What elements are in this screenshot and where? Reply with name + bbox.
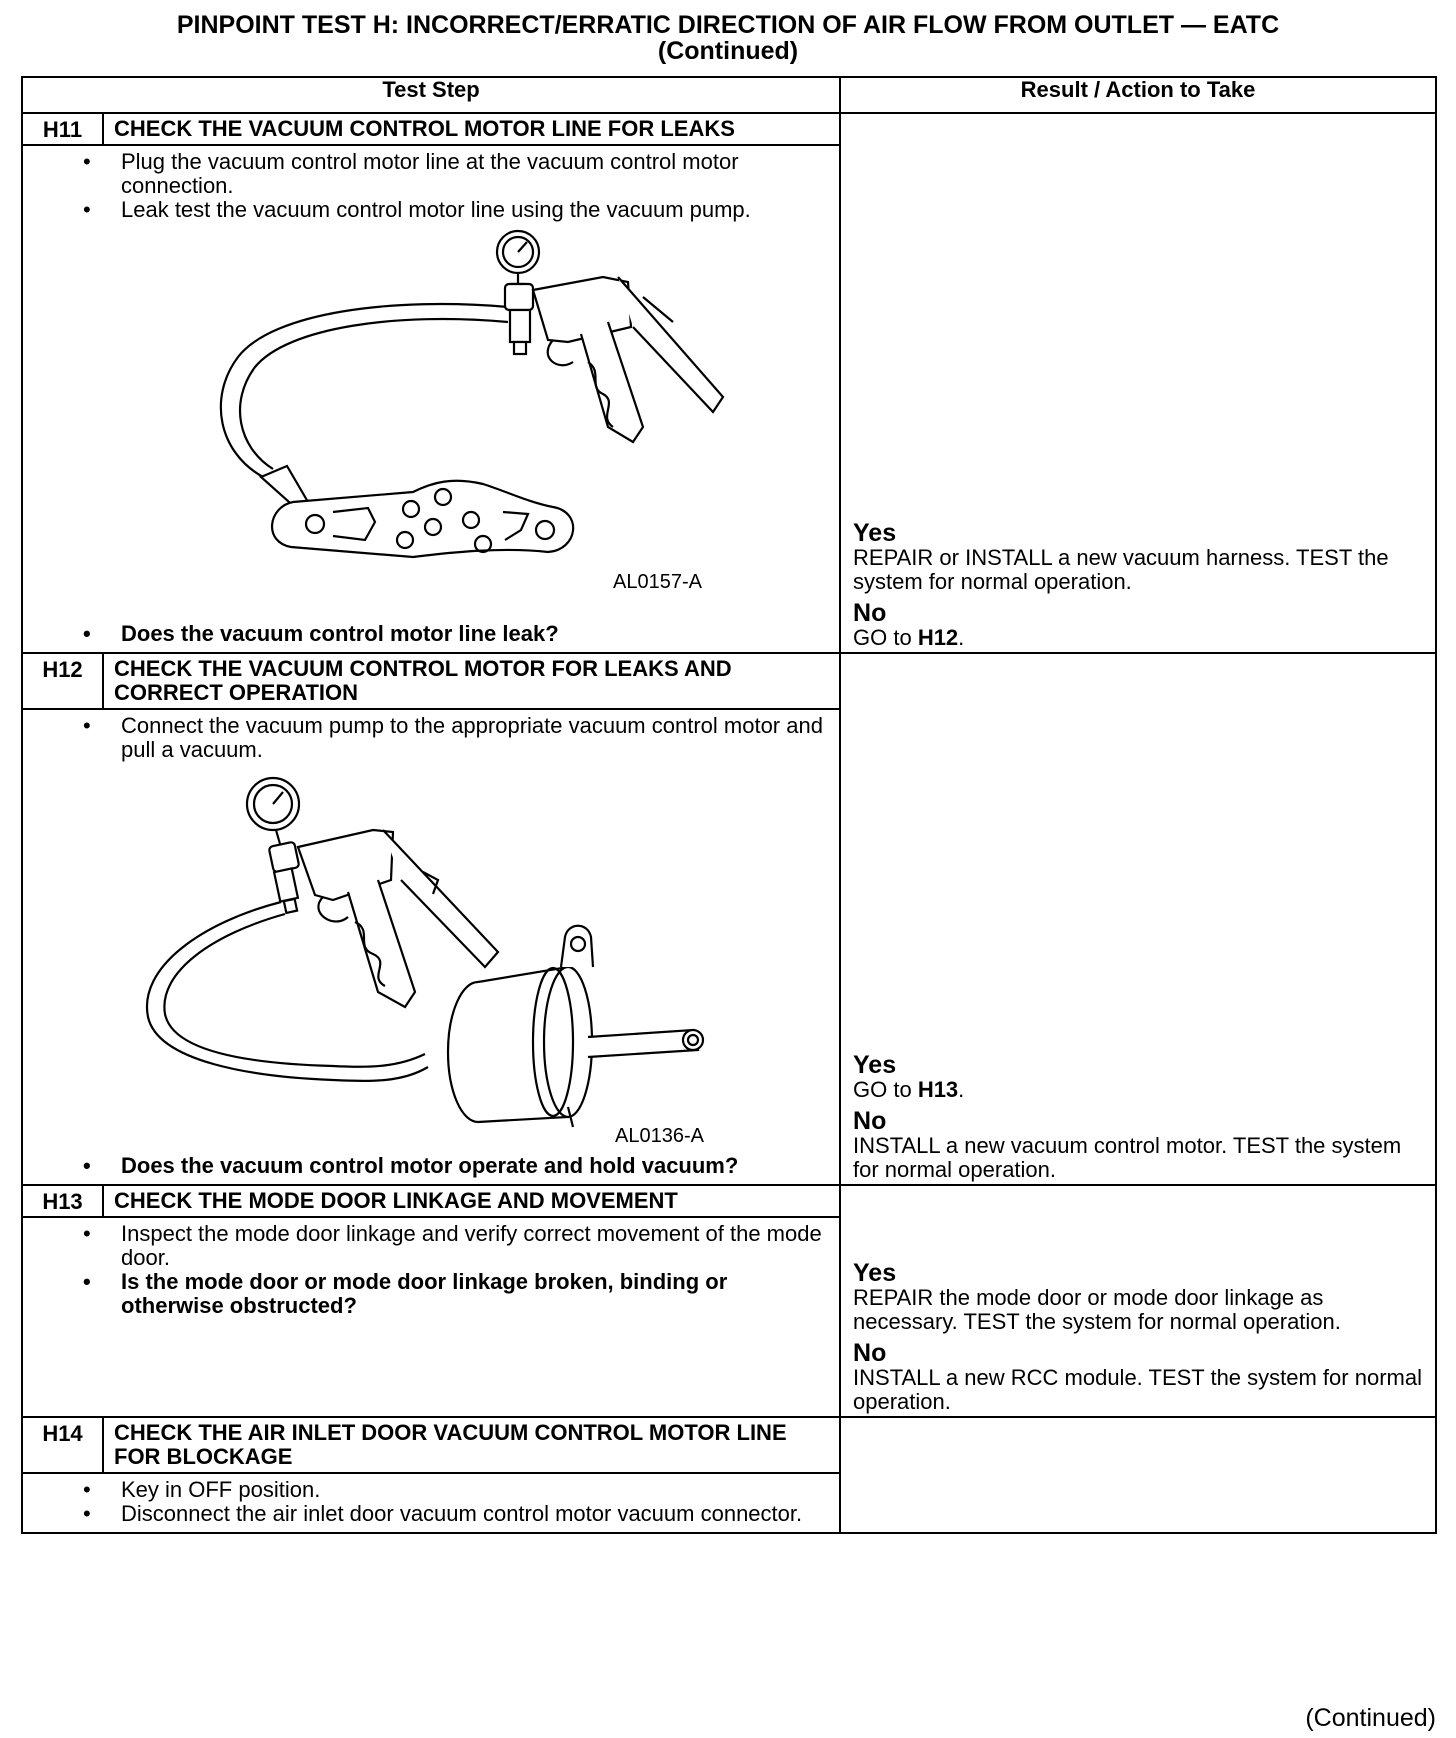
gauge-stem <box>276 830 280 844</box>
step-h11-title-row <box>22 113 1436 145</box>
page-title-line1: PINPOINT TEST H: INCORRECT/ERRATIC DIRECTION OF AIR FLOW FROM OUTLET — EATC <box>176 11 1280 39</box>
step-h13-bullet-1: • Inspect the mode door linkage and verify correct movement of the mode door. <box>121 1222 829 1270</box>
hose-inner <box>240 319 508 469</box>
step-h11-no-label: No <box>853 599 887 627</box>
step-h11-id: H11 <box>22 113 103 145</box>
vacuum-pump-motor-illustration <box>33 762 813 1128</box>
step-h11-no-text-post: . <box>958 625 965 650</box>
rod-end-icon <box>683 1030 703 1050</box>
step-h12-no-label: No <box>853 1107 887 1135</box>
col-header-test-step: Test Step <box>22 77 840 113</box>
step-h11-yes-text: REPAIR or INSTALL a new vacuum harness. TEST the system for normal operation. <box>853 545 1389 594</box>
step-h14-id: H14 <box>22 1417 103 1473</box>
step-h13-bullets <box>33 1222 829 1318</box>
pump-valve-lower <box>274 868 298 901</box>
figure-al0157a <box>33 222 829 622</box>
step-h14-title-row <box>22 1417 1436 1473</box>
step-h11-no-text <box>853 626 1425 650</box>
step-h14-result <box>840 1417 1436 1533</box>
step-h12-yes-text-pre: GO to <box>853 1077 918 1102</box>
gauge-stem <box>511 273 525 284</box>
step-h11-no-link: H12 <box>917 625 959 650</box>
step-h12-id: H12 <box>22 653 103 709</box>
step-h12-title: CHECK THE VACUUM CONTROL MOTOR FOR LEAKS AND CORRECT OPERATION <box>103 653 840 709</box>
bracket-plate <box>272 481 573 557</box>
pump-valve-lower <box>510 310 530 342</box>
step-h13-no-label: No <box>853 1339 887 1367</box>
step-h11-no-text-pre: GO to <box>853 625 918 650</box>
step-h13-no-text: INSTALL a new RCC module. TEST the system for normal operation. <box>853 1365 1422 1414</box>
step-h11-bullets <box>33 150 829 222</box>
pump-valve-upper <box>505 284 533 310</box>
step-h13-id: H13 <box>22 1185 103 1217</box>
pump-handle-fixed <box>581 322 643 442</box>
step-h14-body <box>22 1473 840 1533</box>
pump-valve-upper <box>269 842 300 873</box>
step-h11-bullet-1: • Plug the vacuum control motor line at the vacuum control motor connection. <box>121 150 829 198</box>
step-h12-bullets <box>33 714 829 762</box>
step-h12-title-row <box>22 653 1436 709</box>
step-h11-question-list <box>33 622 829 646</box>
step-h13-question: • Is the mode door or mode door linkage broken, binding or otherwise obstructed? <box>121 1270 829 1318</box>
step-h14-title: CHECK THE AIR INLET DOOR VACUUM CONTROL MOTOR LINE FOR BLOCKAGE <box>103 1417 840 1473</box>
pinpoint-test-table <box>21 76 1437 1534</box>
step-h12-bullet-1: • Connect the vacuum pump to the appropriate vacuum control motor and pull a vacuum. <box>121 714 829 762</box>
pump-body <box>533 277 631 342</box>
hose-outer <box>221 304 508 477</box>
step-h11-question: • Does the vacuum control motor line leak? <box>121 622 829 646</box>
page-title-line2: (Continued) <box>657 37 799 65</box>
figure-code-al0157a: AL0157-A <box>613 571 702 593</box>
step-h14-bullet-1: • Key in OFF position. <box>121 1478 829 1502</box>
vacuum-motor-mount-tab <box>561 926 593 967</box>
vacuum-pump-line-illustration <box>33 222 813 622</box>
step-h12-yes-label: Yes <box>853 1051 897 1079</box>
step-h11-title: CHECK THE VACUUM CONTROL MOTOR LINE FOR LEAKS <box>103 113 840 145</box>
step-h12-body <box>22 709 840 1185</box>
step-h11-bullet-2: • Leak test the vacuum control motor line using the vacuum pump. <box>121 198 829 222</box>
step-h12-question: • Does the vacuum control motor operate and hold vacuum? <box>121 1154 829 1178</box>
vacuum-motor-rod <box>588 1030 698 1057</box>
pump-handle-movable <box>618 277 723 412</box>
step-h13-yes-label: Yes <box>853 1259 897 1287</box>
step-h13-yes-text: REPAIR the mode door or mode door linkage as necessary. TEST the system for normal operation. <box>853 1285 1341 1334</box>
step-h13-body <box>22 1217 840 1417</box>
table-header-row <box>22 77 1436 113</box>
continued-note: (Continued) <box>1305 1704 1436 1732</box>
figure-al0136a <box>33 762 829 1128</box>
pump-nozzle <box>514 342 526 354</box>
step-h11-yes-label: Yes <box>853 519 897 547</box>
step-h12-yes-text-post: . <box>958 1077 965 1102</box>
pump-handle-fixed <box>348 880 415 1007</box>
step-h12-no-text: INSTALL a new vacuum control motor. TEST the system for normal operation. <box>853 1133 1402 1182</box>
figure-code-row <box>33 1125 829 1154</box>
step-h13-title: CHECK THE MODE DOOR LINKAGE AND MOVEMENT <box>103 1185 840 1217</box>
pump-nozzle <box>284 899 297 913</box>
col-header-result: Result / Action to Take <box>840 77 1436 113</box>
page-title <box>0 12 1456 64</box>
step-h14-bullet-2: • Disconnect the air inlet door vacuum control motor vacuum connector. <box>121 1502 829 1526</box>
step-h12-yes-text <box>853 1078 1425 1102</box>
figure-code-al0136a: AL0136-A <box>615 1125 704 1147</box>
step-h11-body <box>22 145 840 653</box>
step-h12-result <box>840 653 1436 1185</box>
step-h12-yes-link: H13 <box>917 1077 959 1102</box>
step-h14-bullets <box>33 1478 829 1526</box>
step-h13-result <box>840 1185 1436 1417</box>
step-h11-result <box>840 113 1436 653</box>
step-h13-title-row <box>22 1185 1436 1217</box>
step-h12-question-list <box>33 1154 829 1178</box>
pump-body-curve <box>548 340 573 365</box>
